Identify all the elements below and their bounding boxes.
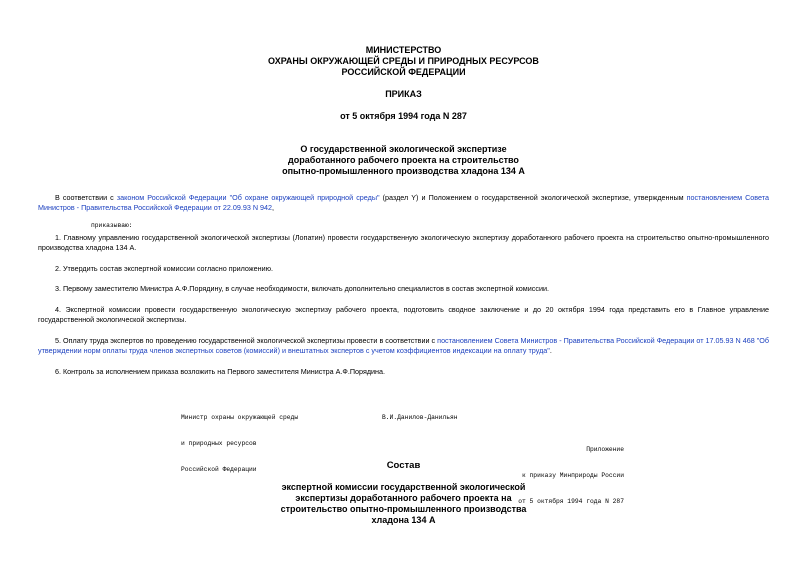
composition-line-1: экспертной комиссии государственной экологической	[281, 482, 526, 492]
composition-line-2: экспертизы доработанного рабочего проекта на	[295, 493, 512, 503]
minister-name: В.И.Данилов-Данильян	[382, 414, 458, 421]
composition-line-3: строительство опытно-промышленного производства	[280, 504, 527, 514]
appendix-line-2: к приказу Минприроды России	[521, 471, 624, 479]
ministry-header	[0, 45, 807, 78]
composition-line-4: хладона 134 А	[371, 515, 436, 525]
doc-title-line-1: О государственной экологической экспертизе	[300, 144, 507, 154]
resolution-468-link[interactable]: постановлением Совета Министров - Правительства Российской Федерации от 17.05.93 N 468	[437, 336, 755, 345]
law-link[interactable]: законом Российской Федерации "Об охране окружающей природной среды"	[116, 193, 380, 202]
composition-heading: Состав	[386, 460, 421, 471]
intro-text-2: (раздел Y) и Положением о государственной экологической экспертизе, утвержденным	[379, 193, 687, 202]
payment-norms-link[interactable]: "Об утверждении норм оплаты труда членов экспертных советов (комиссий) и внештатных экспертов с учетом коэффициентов индексации на оплату труда"	[38, 336, 770, 355]
ministry-line-3: РОССИЙСКОЙ ФЕДЕРАЦИИ	[341, 67, 466, 77]
signature-line-1: Министр охраны окружающей среды	[181, 414, 299, 422]
appendix-line-1: Приложение	[586, 446, 624, 454]
doc-date: от 5 октября 1994 года N 287	[340, 111, 467, 121]
signature-line-2: и природных ресурсов	[181, 439, 257, 447]
intro-paragraph	[38, 193, 769, 213]
item-5-text-3: .	[549, 346, 552, 355]
doc-type: ПРИКАЗ	[385, 89, 422, 99]
resolution-942-link[interactable]: постановлением Совета Министров - Правительства Российской Федерации от 22.09.93 N 942	[38, 193, 769, 212]
item-4: 4. Экспертной комиссии провести государственную экологическую экспертизу рабочего проекта, подготовить сводное заключение и до 20 октября 1994 года представить его в Главное управление государственной экологической экспертизы.	[38, 305, 769, 324]
item-1: 1. Главному управлению государственной экологической экспертизы (Лопатин) провести государственную экологическую экспертизу доработанного рабочего проекта на строительство опытно-промышленного производства хладона 134 А.	[38, 233, 769, 252]
doc-title-line-3: опытно-промышленного производства хладона 134 А	[282, 166, 525, 176]
item-6: 6. Контроль за исполнением приказа возложить на Первого заместителя Министра А.Ф.Порядина.	[55, 367, 386, 376]
item-2: 2. Утвердить состав экспертной комиссии согласно приложению.	[55, 264, 273, 273]
ministry-line-1: МИНИСТЕРСТВО	[365, 45, 442, 55]
signature-line-3: Российской Федерации	[181, 465, 257, 473]
doc-title	[0, 144, 807, 177]
item-5-text-1: 5. Оплату труда экспертов по проведению государственной экологической экспертизы провести в соответствии с	[55, 336, 438, 345]
item-5	[38, 336, 769, 356]
item-3: 3. Первому заместителю Министра А.Ф.Порядину, в случае необходимости, включать дополнительно специалистов в состав экспертной комиссии.	[55, 284, 549, 293]
doc-title-line-2: доработанного рабочего проекта на строительство	[288, 155, 519, 165]
appendix-line-3: от 5 октября 1994 года N 287	[518, 497, 624, 505]
intro-text-1: В соответствии с	[55, 193, 117, 202]
order-word: приказываю:	[91, 222, 133, 229]
intro-text-3: ,	[272, 203, 275, 212]
composition-title	[0, 482, 807, 526]
ministry-line-2: ОХРАНЫ ОКРУЖАЮЩЕЙ СРЕДЫ И ПРИРОДНЫХ РЕСУРСОВ	[268, 56, 539, 66]
